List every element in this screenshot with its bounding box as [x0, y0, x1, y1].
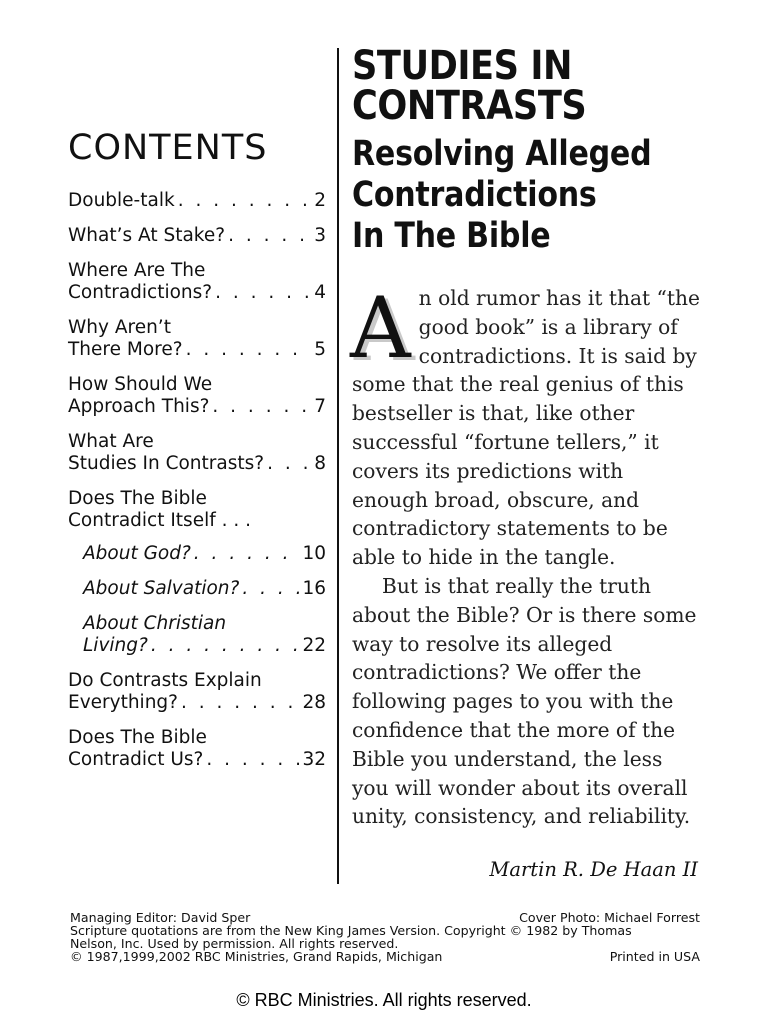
toc-page-number: 2 [314, 190, 326, 211]
toc-entry-label: About Salvation? [83, 578, 240, 599]
drop-cap: A [350, 279, 411, 377]
footer-copyright: © RBC Ministries. All rights reserved. [236, 990, 532, 1010]
toc-entry-label: Everything? [68, 692, 178, 713]
toc-entry-does-the-bible-contradict-us[interactable] [68, 727, 326, 771]
toc-entry-about-salvation[interactable] [68, 578, 326, 600]
publisher-copyright: © 1987,1999,2002 RBC Ministries, Grand Rapids, Michigan [70, 949, 443, 964]
toc-page-number: 5 [314, 339, 326, 360]
toc-page-number: 10 [302, 543, 326, 564]
contents-heading: CONTENTS [68, 128, 268, 168]
toc-entry-label: How Should We [68, 374, 213, 395]
toc-entry-label: Contradict Us? [68, 749, 204, 770]
column-divider [337, 48, 339, 884]
toc-entry-label: Do Contrasts Explain [68, 670, 262, 691]
table-of-contents [68, 190, 326, 784]
toc-entry-label: What’s At Stake? [68, 225, 226, 246]
toc-entry-label: About Christian [83, 613, 227, 634]
printed-in: Printed in USA [609, 949, 700, 964]
toc-entry-label: Studies In Contrasts? [68, 453, 265, 474]
toc-entry-label: What Are [68, 431, 154, 452]
series-title: STUDIES IN CONTRASTS [352, 43, 587, 129]
toc-page-number: 32 [302, 749, 326, 770]
scripture-notice-cont: Nelson, Inc. Used by permission. All rights reserved. [70, 936, 399, 951]
toc-entry-label: About God? [83, 543, 191, 564]
intro-paragraph-1: An old rumor has it that “the good book” is a library of contradictions. It is said by some that the real genius of this bestseller is that, like other successful “fortune tellers,” it covers its predictions with enough broad, obscure, and contradictory statements to be able to hide in the tangle. [350, 279, 700, 570]
booklet-subtitle: Resolving Alleged Contradictions In The Bible [352, 134, 652, 256]
toc-page-number: 16 [302, 578, 326, 599]
author-signature: Martin R. De Haan II [489, 858, 698, 881]
toc-entry-where-are-the-contradictions[interactable] [68, 260, 326, 304]
introduction-text [350, 279, 702, 831]
toc-page-number: 3 [314, 225, 326, 246]
credits-block [70, 911, 700, 963]
toc-entry-how-should-we-approach-this[interactable] [68, 374, 326, 418]
toc-entry-label: Where Are The [68, 260, 206, 281]
toc-page-number: 8 [314, 453, 326, 474]
toc-page-number: 4 [314, 282, 326, 303]
managing-editor: Managing Editor: David Sper [70, 910, 251, 925]
toc-entry-label: Contradict Itself . . . [68, 510, 252, 531]
toc-entry-label: Double-talk [68, 190, 175, 211]
toc-entry-label: Contradictions? [68, 282, 213, 303]
toc-entry-about-god[interactable] [68, 543, 326, 565]
toc-page-number: 28 [302, 692, 326, 713]
toc-entry-why-arent-there-more[interactable] [68, 317, 326, 361]
toc-page-number: 7 [314, 396, 326, 417]
toc-entry-double-talk[interactable] [68, 190, 326, 212]
toc-entry-label: There More? [68, 339, 183, 360]
toc-entry-label: Does The Bible [68, 727, 207, 748]
toc-entry-label: Living? [83, 635, 148, 656]
intro-paragraph-2: But is that really the truth about the Bible? Or is there some way to resolve its alleged contradictions? We offer the following pages to you with the confidence that the more of the Bible you understand, the less you will wonder about its overall unity, consistency, and reliability. [352, 573, 697, 829]
toc-entry-what-are-studies-in-contrasts[interactable] [68, 431, 326, 475]
scripture-notice: Scripture quotations are from the New King James Version. Copyright © 1982 by Thomas [70, 923, 632, 938]
toc-entry-whats-at-stake[interactable] [68, 225, 326, 247]
toc-entry-label: Approach This? [68, 396, 210, 417]
toc-entry-label: Does The Bible [68, 488, 207, 509]
toc-entry-about-christian-living[interactable] [68, 613, 326, 657]
cover-photo-credit: Cover Photo: Michael Forrest [519, 910, 700, 925]
toc-page-number: 22 [302, 635, 326, 656]
toc-entry-label: Why Aren’t [68, 317, 171, 338]
toc-entry-does-the-bible-contradict-itself [68, 488, 326, 532]
toc-entry-do-contrasts-explain-everything[interactable] [68, 670, 326, 714]
